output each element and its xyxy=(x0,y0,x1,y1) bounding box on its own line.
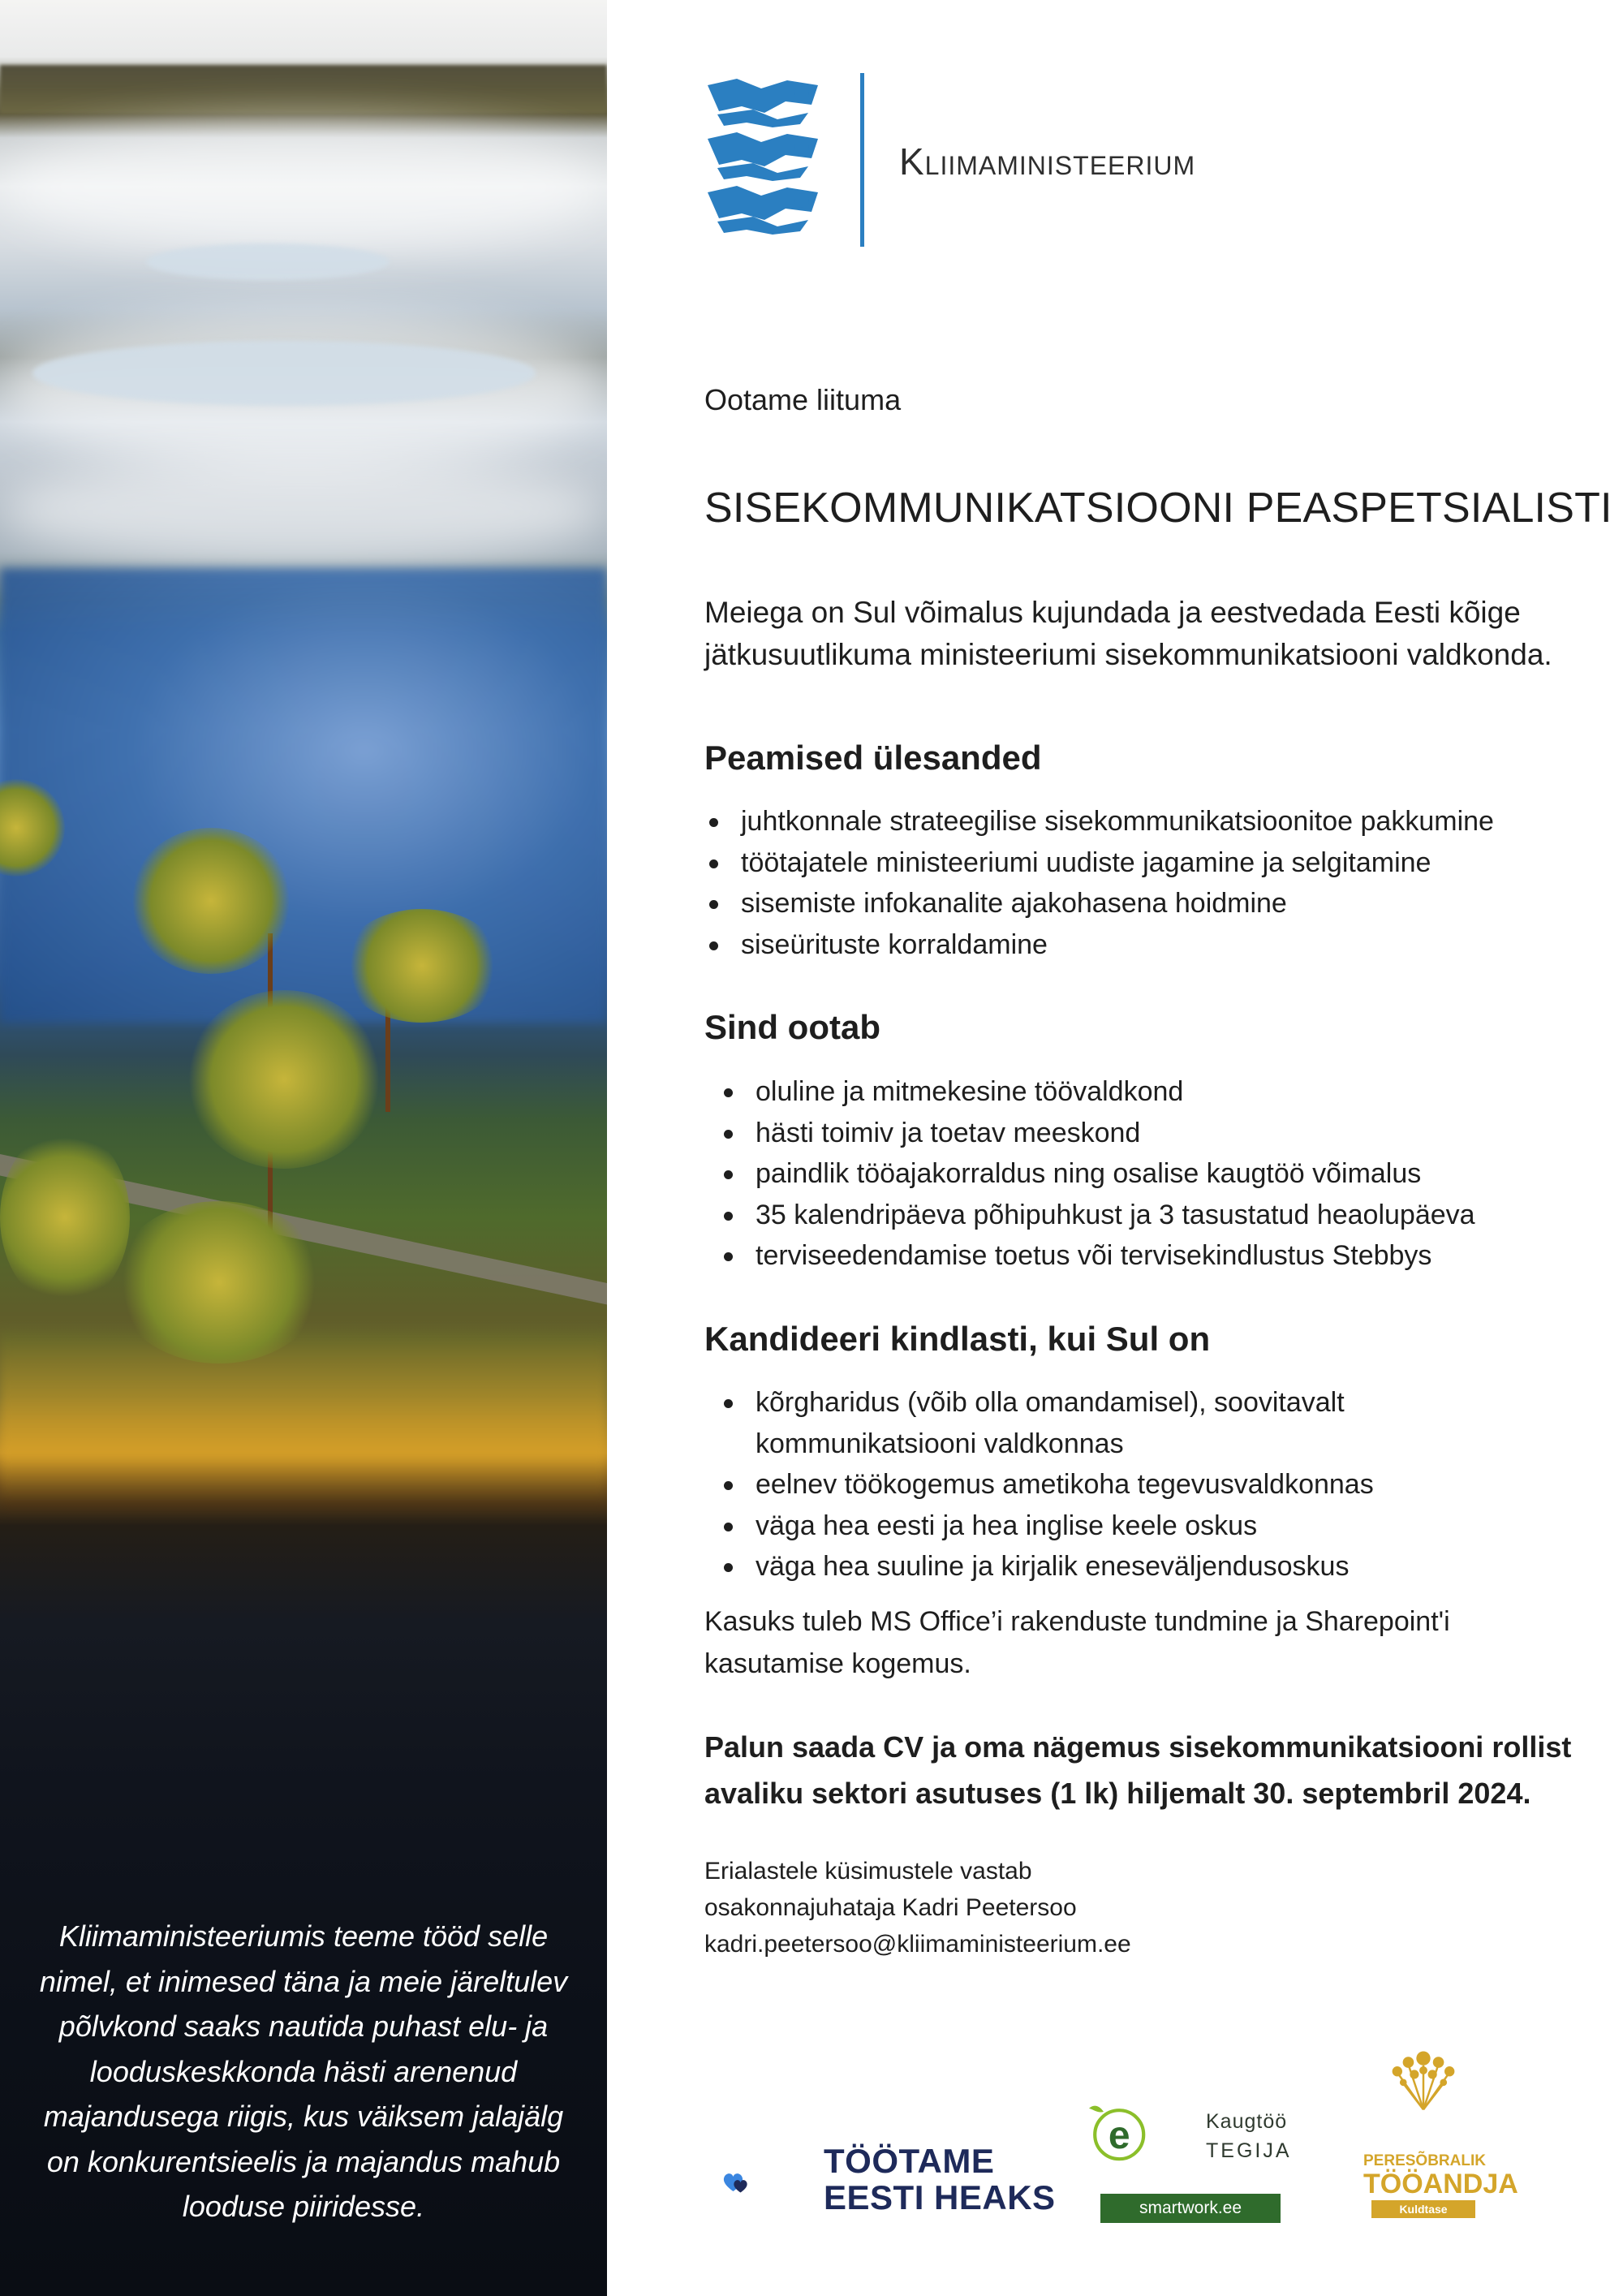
photo-treeline xyxy=(0,65,607,114)
job-title: SISEKOMMUNIKATSIOONI PEASPETSIALISTI xyxy=(704,485,1612,532)
ministry-name: Kliimaministeerium xyxy=(899,140,1196,183)
photo-tree xyxy=(341,909,503,1023)
lion-icon xyxy=(708,79,818,127)
tootame-logo-text xyxy=(824,2143,1056,2216)
family-tree-icon xyxy=(1367,2049,1480,2155)
list-item: juhtkonnale strateegilise sisekommunikatsioonitoe pakkumine xyxy=(704,801,1581,842)
mission-quote: Kliimaministeeriumis teeme tööd selle nimel, et inimesed täna ja meie järeltulev põlvkond saaks nautida puhast elu- ja looduskeskkonda hästi arenenud majandusega riigis, kus väiksem jalajälg on konkurentsieelis ja majandus mahub looduse piiridesse. xyxy=(39,1919,568,2223)
list-item: hästi toimiv ja toetav meeskond xyxy=(719,1113,1595,1154)
application-instructions: Palun saada CV ja oma nägemus sisekommunikatsiooni rollist avaliku sektori asutuses (1 lk) hiljemalt 30. septembril 2024. xyxy=(704,1730,1572,1810)
main-tasks-heading: Peamised ülesanded xyxy=(704,739,1042,777)
photo-lake xyxy=(0,568,607,1023)
svg-text:e: e xyxy=(1108,2114,1130,2157)
hearts-icon xyxy=(722,2141,820,2222)
photo-pool xyxy=(32,341,536,406)
list-item: väga hea eesti ja hea inglise keele oskus xyxy=(719,1506,1530,1547)
photo-mist xyxy=(0,454,607,568)
list-item: eelnev töökogemus ametikoha tegevusvaldkonnas xyxy=(719,1464,1530,1506)
photo-tree xyxy=(187,990,381,1169)
lion-icon xyxy=(708,186,818,235)
contact-email[interactable]: kadri.peetersoo@kliimaministeerium.ee xyxy=(704,1931,1131,1958)
peresobralik-line2: TÖÖANDJA xyxy=(1363,2169,1518,2199)
list-item: väga hea suuline ja kirjalik eneseväljendusoskus xyxy=(719,1546,1530,1587)
main-tasks-list xyxy=(704,801,1581,965)
photo-tree xyxy=(114,1201,325,1363)
tootame-line2: EESTI HEAKS xyxy=(824,2178,1056,2216)
photo-tree xyxy=(130,828,292,974)
coat-of-arms-icon xyxy=(704,77,826,239)
smartwork-label: smartwork.ee xyxy=(1100,2194,1281,2223)
lead-text: Ootame liituma xyxy=(704,383,902,416)
tootame-line1: TÖÖTAME xyxy=(824,2142,995,2180)
intro-paragraph: Meiega on Sul võimalus kujundada ja eestvedada Eesti kõige jätkusuutlikuma ministeeriumi sisekommunikatsiooni valdkonda. xyxy=(704,596,1552,671)
list-item: siseürituste korraldamine xyxy=(704,924,1581,966)
kaugtoo-line1: Kaugtöö xyxy=(1206,2110,1288,2133)
list-item: 35 kalendripäeva põhipuhkust ja 3 tasustatud heaolupäeva xyxy=(719,1195,1595,1236)
contact-intro: Erialastele küsimustele vastab xyxy=(704,1858,1032,1885)
photo-pool xyxy=(146,243,390,280)
list-item: kõrgharidus (võib olla omandamisel), soovitavalt kommunikatsiooni valdkonnas xyxy=(719,1382,1530,1464)
list-item: sisemiste infokanalite ajakohasena hoidmine xyxy=(704,883,1581,924)
offer-heading: Sind ootab xyxy=(704,1008,880,1046)
photo-grass xyxy=(0,1331,607,1510)
contact-person: osakonnajuhataja Kadri Peetersoo xyxy=(704,1894,1077,1921)
list-item: töötajatele ministeeriumi uudiste jagamine ja selgitamine xyxy=(704,842,1581,884)
logo-divider xyxy=(860,73,864,247)
contact-block xyxy=(704,1853,1131,1962)
lion-icon xyxy=(708,132,818,181)
kaugtoo-line2: TEGIJA xyxy=(1206,2139,1292,2162)
peresobralik-line1: PERESÕBRALIK xyxy=(1363,2152,1486,2169)
list-item: terviseedendamise toetus või tervisekindlustus Stebbys xyxy=(719,1235,1595,1277)
photo-mist xyxy=(0,122,607,252)
list-item: oluline ja mitmekesine töövaldkond xyxy=(719,1071,1595,1113)
photo-tree xyxy=(0,1128,130,1307)
requirements-list xyxy=(719,1382,1530,1587)
kaugtoo-logo-text xyxy=(1206,2107,1292,2165)
peresobralik-level-badge: Kuldtase xyxy=(1371,2200,1475,2218)
list-item: paindlik tööajakorraldus ning osalise kaugtöö võimalus xyxy=(719,1153,1595,1195)
extra-skills-text: Kasuks tuleb MS Office’i rakenduste tundmine ja Sharepoint'i kasutamise kogemus. xyxy=(704,1606,1450,1679)
kaugtoo-e-icon xyxy=(1084,2084,1206,2198)
landscape-photo xyxy=(0,0,607,2296)
offer-list xyxy=(719,1071,1595,1277)
requirements-heading: Kandideeri kindlasti, kui Sul on xyxy=(704,1320,1211,1358)
